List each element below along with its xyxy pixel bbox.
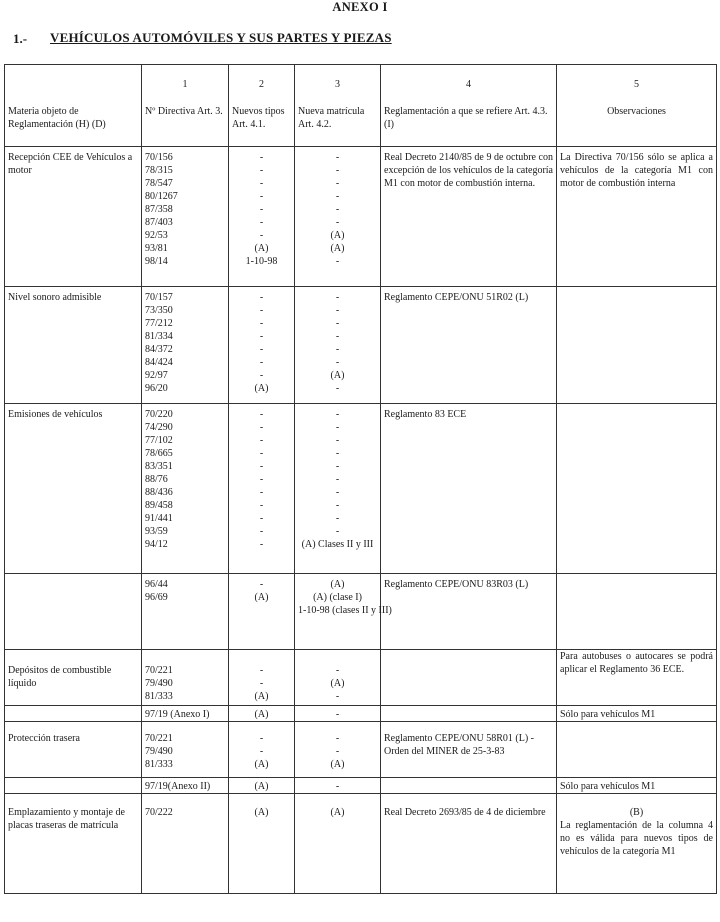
cell-line: - [335,487,340,498]
cell-line: - [259,331,264,342]
cell-line: - [335,435,340,446]
cell-line: 73/350 [145,305,173,316]
cell-line: 77/212 [145,318,173,329]
nueva-matricula-cell [295,287,381,404]
cell-line: 88/76 [145,474,168,485]
cell-line: 83/351 [145,461,173,472]
cell-line: - [335,513,340,524]
cell-line: 78/547 [145,178,173,189]
section-title: VEHÍCULOS AUTOMÓVILES Y SUS PARTES Y PIEZAS [50,30,392,45]
directiva-sub-cell: 97/19 (Anexo I) [142,706,229,722]
materia-cell: Emisiones de vehículos [5,404,142,574]
nuevos-tipos-cell [229,722,295,778]
cell-line: 96/69 [145,592,168,603]
cell-line: - [259,526,264,537]
observaciones-b-label: (B) [629,807,644,818]
materia-cell: Protección trasera [5,722,142,778]
materia-cell: Depósitos de combustible líquido [5,650,142,706]
directiva-sub-cell: 97/19(Anexo II) [142,778,229,794]
cell-line: - [259,305,264,316]
table-row [5,650,717,706]
observaciones-cell: Para autobuses o autocares se podrá aplicar el Reglamento 36 ECE. [557,650,717,706]
cell-line: 70/157 [145,292,173,303]
materia-cell: Nivel sonoro admisible [5,287,142,404]
materia-cell-empty [5,778,142,794]
nueva-matricula-cell [295,650,381,706]
cell-line: - [259,191,264,202]
cell-line: - [335,448,340,459]
cell-line: 93/81 [145,243,168,254]
cell-line: - [259,344,264,355]
reglamentacion-cell: Reglamento CEPE/ONU 58R01 (L) - Orden del MINER de 25-3-83 [381,722,557,778]
table-row [5,574,717,650]
observaciones-text: La reglamentación de la columna 4 no es válida para nuevos tipos de vehículos de la categoría M1 [560,820,713,857]
reglamentacion-cell: Real Decreto 2140/85 de 9 de octubre con excepción de los vehículos de la categoría M1 con motor de combustión interna. [381,147,557,287]
reglamentacion-cell-empty [381,778,557,794]
observaciones-sub-cell: Sólo para vehículos M1 [557,778,717,794]
table-row [5,794,717,894]
cell-line: - [259,513,264,524]
cell-line: (A) [330,243,345,254]
cell-line: (A) [254,691,269,702]
cell-line: 70/222 [145,807,173,818]
nueva-matricula-cell [295,147,381,287]
cell-line: (A) [330,370,345,381]
cell-line: - [335,461,340,472]
cell-line: - [259,409,264,420]
table-row [5,147,717,287]
table-row [5,706,717,722]
reglamentacion-cell: Real Decreto 2693/85 de 4 de diciembre [381,794,557,894]
cell-line: - [259,165,264,176]
directivas-cell [142,574,229,650]
header-col5: 5 Observaciones [557,65,717,147]
cell-line: 81/333 [145,691,173,702]
directivas-cell [142,287,229,404]
cell-line: (A) [254,807,269,818]
section-number: 1.- [13,31,28,46]
directivas-cell [142,722,229,778]
cell-line: - [335,305,340,316]
cell-line: - [259,204,264,215]
reglamentacion-cell: Reglamento CEPE/ONU 51R02 (L) [381,287,557,404]
cell-line: - [259,746,264,757]
cell-line: - [259,217,264,228]
cell-line: - [259,292,264,303]
cell-line: - [335,665,340,676]
cell-line: - [335,733,340,744]
header-col3: 3 Nueva matrícula Art. 4.2. [295,65,381,147]
table-row [5,778,717,794]
header-materia: Materia objeto de Reglamentación (H) (D) [5,65,142,147]
cell-line: - [335,526,340,537]
regulation-table [4,64,717,894]
cell-line: - [335,152,340,163]
cell-line: - [335,256,340,267]
cell-line: - [335,357,340,368]
cell-line: 70/220 [145,409,173,420]
cell-line: 70/221 [145,733,173,744]
table-row [5,722,717,778]
cell-line: 89/458 [145,500,173,511]
cell-line: 70/156 [145,152,173,163]
nuevos-tipos-cell [229,147,295,287]
reglamentacion-cell: Reglamento CEPE/ONU 83R03 (L) [381,574,557,650]
annex-title: ANEXO I [332,0,388,14]
cell-line: - [335,191,340,202]
table-row [5,404,717,574]
cell-line: - [259,500,264,511]
nuevos-tipos-cell [229,574,295,650]
cell-line: - [259,230,264,241]
cell-line: - [335,746,340,757]
cell-line: - [335,292,340,303]
nueva-matricula-cell [295,574,392,650]
cell-line: 78/665 [145,448,173,459]
nuevos-tipos-cell [229,794,295,894]
reglamentacion-cell-empty [381,706,557,722]
cell-line: - [335,691,340,702]
table-header-row [5,65,717,147]
cell-line: - [335,165,340,176]
cell-line: - [335,318,340,329]
cell-line: - [259,461,264,472]
cell-line: - [335,344,340,355]
cell-line: 81/333 [145,759,173,770]
observaciones-sub-cell: Sólo para vehículos M1 [557,706,717,722]
observaciones-cell [557,404,717,574]
cell-line: (A) (clase I) [313,592,362,603]
cell-line: - [335,331,340,342]
directivas-cell [142,650,229,706]
cell-line: 93/59 [145,526,168,537]
nuevos-tipos-cell [229,650,295,706]
cell-line: - [259,318,264,329]
cell-line: 1-10-98 (clases II y III) [298,605,392,616]
nueva-matricula-cell [295,722,381,778]
cell-line: 96/20 [145,383,168,394]
materia-cell: Recepción CEE de Vehículos a motor [5,147,142,287]
cell-line: - [259,370,264,381]
materia-cell-empty [5,706,142,722]
nueva-matricula-sub-cell: - [295,778,381,794]
observaciones-cell-empty [557,574,717,650]
header-col1: 1 Nº Directiva Art. 3. [142,65,229,147]
reglamentacion-cell [381,650,557,706]
cell-line: 79/490 [145,678,173,689]
cell-line: (A) [330,579,345,590]
directivas-cell [142,404,229,574]
cell-line: - [335,500,340,511]
cell-line: 87/358 [145,204,173,215]
cell-line: - [335,204,340,215]
cell-line: 87/403 [145,217,173,228]
cell-line: 92/97 [145,370,168,381]
cell-line: - [259,487,264,498]
cell-line: - [259,474,264,485]
cell-line: 84/424 [145,357,173,368]
observaciones-cell [557,287,717,404]
cell-line: - [259,665,264,676]
nueva-matricula-cell [295,404,381,574]
cell-line: 88/436 [145,487,173,498]
directivas-cell [142,147,229,287]
cell-line: - [259,733,264,744]
cell-line: 70/221 [145,665,173,676]
cell-line: 74/290 [145,422,173,433]
nuevos-tipos-cell [229,404,295,574]
nuevos-tipos-sub-cell: (A) [229,706,295,722]
cell-line: - [259,178,264,189]
cell-line: (A) [254,383,269,394]
cell-line: 77/102 [145,435,173,446]
cell-line: 98/14 [145,256,168,267]
observaciones-cell [557,722,717,778]
cell-line: - [259,152,264,163]
nuevos-tipos-sub-cell: (A) [229,778,295,794]
cell-line: - [259,422,264,433]
cell-line: - [335,422,340,433]
cell-line: - [335,178,340,189]
cell-line: (A) [330,678,345,689]
cell-line: 96/44 [145,579,168,590]
cell-line: (A) [254,592,269,603]
nuevos-tipos-cell [229,287,295,404]
table-row [5,287,717,404]
materia-cell-empty [5,574,142,650]
cell-line: 81/334 [145,331,173,342]
nueva-matricula-cell [295,794,381,894]
cell-line: - [259,579,264,590]
observaciones-cell: La Directiva 70/156 sólo se aplica a vehículos de la categoría M1 con motor de combustión interna [557,147,717,287]
cell-line: - [335,383,340,394]
cell-line: 92/53 [145,230,168,241]
cell-line: - [259,435,264,446]
cell-line: 91/441 [145,513,173,524]
cell-line: 78/315 [145,165,173,176]
cell-line: 94/12 [145,539,168,550]
cell-line: - [259,539,264,550]
cell-line: - [259,678,264,689]
cell-line: (A) [330,759,345,770]
cell-line: (A) Clases II y III [301,539,374,550]
cell-line: 80/1267 [145,191,178,202]
header-col4: 4 Reglamentación a que se refiere Art. 4.3. (I) [381,65,557,147]
directivas-cell [142,794,229,894]
cell-line: (A) [254,243,269,254]
header-col2: 2 Nuevos tipos Art. 4.1. [229,65,295,147]
cell-line: 79/490 [145,746,173,757]
cell-line: 1-10-98 [245,256,278,267]
cell-line: - [335,217,340,228]
cell-line: - [335,474,340,485]
materia-cell: Emplazamiento y montaje de placas traseras de matrícula [5,794,142,894]
cell-line: (A) [330,230,345,241]
cell-line: - [259,448,264,459]
cell-line: (A) [330,807,345,818]
cell-line: - [335,409,340,420]
reglamentacion-cell: Reglamento 83 ECE [381,404,557,574]
cell-line: (A) [254,759,269,770]
cell-line: - [259,357,264,368]
observaciones-cell [557,794,717,894]
nueva-matricula-sub-cell: - [295,706,381,722]
cell-line: 84/372 [145,344,173,355]
